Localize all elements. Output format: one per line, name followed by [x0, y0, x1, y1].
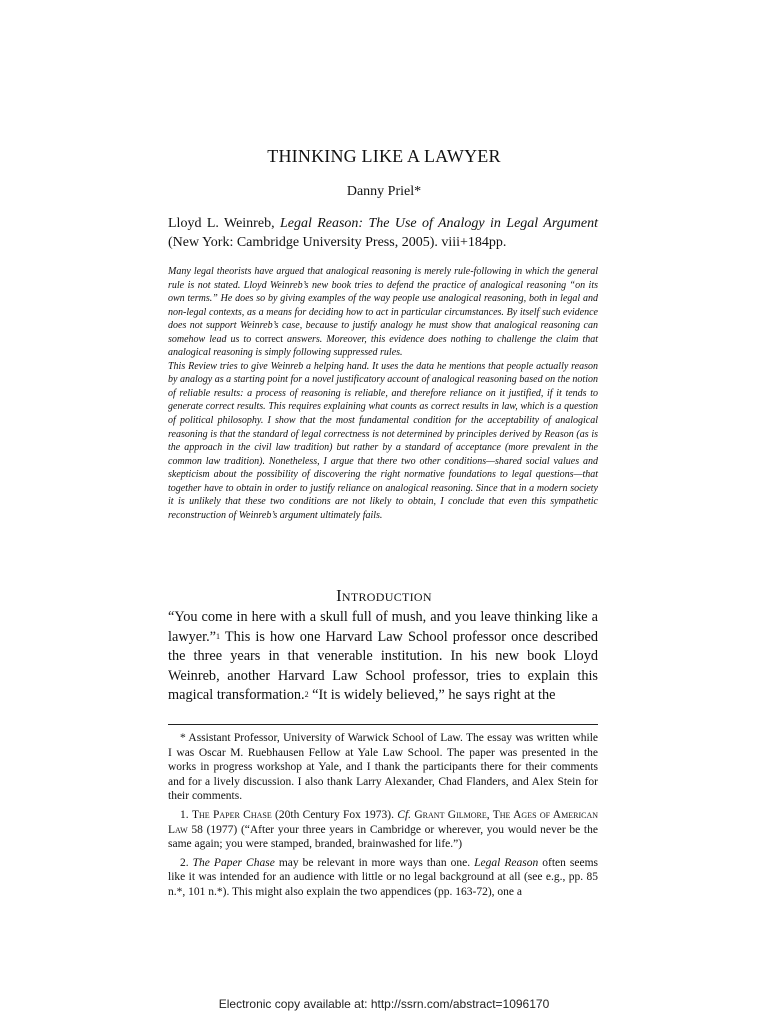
fn1-number: 1.: [180, 808, 192, 821]
intro-paragraph: [168, 608, 598, 706]
fn1-book-ref: Grant Gilmore, The Ages of American Law: [168, 808, 598, 836]
fn1-film-title: The Paper Chase: [191, 808, 272, 821]
intro-text-c: “It is widely believed,” he says right at the: [308, 687, 556, 704]
abstract: [168, 265, 598, 522]
fn2-film-title: The Paper Chase: [192, 856, 275, 869]
footnotes: [168, 731, 598, 904]
fn2-book-title: Legal Reason: [474, 856, 539, 869]
abstract-paragraph-1: [168, 265, 598, 360]
citation-book-title: Legal Reason: The Use of Analogy in Legal Argument: [279, 216, 598, 231]
fn2-text-b: often seems like it was intended for an audience with little or no legal background at all (see e.g., pp. 85 n.*, 101 n.*). This might also explain the two appendices (pp. 163-72), one a: [168, 856, 599, 898]
fn1-text-a: (20th Century Fox 1973).: [271, 808, 398, 821]
fn1-text-b: 58 (1977) (“After your three years in Cambridge or wherever, you would never be the same again; you were stamped, branded, brainwashed for life.”): [168, 823, 598, 851]
book-citation: [168, 214, 598, 252]
abstract-paragraph-2: This Review tries to give Weinreb a helping hand. It uses the data he mentions that people actually reason by analogy as a starting point for a novel justificatory account of analogical reasoning based on the notion of reliable results: a process of reasoning is reliable, and therefore reliance on it justified, if it tends to generate correct results. This requires explaining what counts as correct results in law, which is a question of political philosophy. I show that the most fundamental condition for the acceptability of analogical reasoning is that the standard of legal correctness is not determined by principles derived by Reason (as is the approach in the civil law tradition) but rather by a standard of acceptance (more prevalent in the common law tradition). Nonetheless, I argue that there two other conditions—shared social values and skepticism about the possibility of discovering the right normative foundations to legal questions—that together have to obtain in order to justify reliance on analogical reasoning. Since that in a modern society it is unlikely that these two conditions are not likely to obtain, I conclude that even this sympathetic reconstruction of Weinreb’s argument ultimately fails.: [168, 360, 598, 521]
footnote-1: [168, 808, 598, 852]
footnote-star: * Assistant Professor, University of Warwick School of Law. The essay was written while I was Oscar M. Ruebhausen Fellow at Yale Law School. The paper was presented in the works in progress workshop at Yale, and I thank the participants there for their comments and for a lively discussion. I also thank Larry Alexander, Chad Flanders, and Alex Stein for their comments.: [168, 732, 598, 803]
citation-author: Lloyd L. Weinreb,: [168, 216, 280, 231]
footnote-ref-1[interactable]: 1: [216, 631, 221, 641]
footnote-2: [168, 856, 598, 900]
abstract-p1-text-b: answers. Moreover, this evidence does nothing to challenge the claim that analogical reasoning is simply following suppressed rules.: [168, 333, 598, 359]
citation-publication: (New York: Cambridge University Press, 2005). viii+184pp.: [168, 235, 507, 250]
ssrn-footer-link[interactable]: Electronic copy available at: http://ssrn.com/abstract=1096170: [218, 997, 550, 1011]
footnote-ref-2[interactable]: 2: [304, 690, 309, 700]
fn2-text-a: may be relevant in more ways than one.: [274, 856, 475, 869]
intro-text-b: This is how one Harvard Law School professor once described the three years in that venerable institution. In his new book Lloyd Weinreb, another Harvard Law School professor, tries to explain this magical transformation.: [168, 628, 598, 704]
section-heading: Introduction: [336, 586, 432, 605]
fn2-number: 2.: [180, 856, 193, 869]
footnote-divider: [168, 724, 598, 725]
abstract-p1-text-a: Many legal theorists have argued that analogical reasoning is merely rule-following in which the general rule is not stated. Lloyd Weinreb’s new book tries to defend the practice of analogical reasoning “on its own terms.” He does so by giving examples of the way people use analogical reasoning, both in legal and non-legal contexts, as a means for deciding how to act in particular circumstances. By itself such evidence does not support Weinreb’s case, because to justify analogy he must show that analogical reasoning can somehow lead us to: [168, 266, 598, 345]
abstract-p1-emphasis: correct: [255, 333, 283, 345]
paper-title: THINKING LIKE A LAWYER: [267, 146, 501, 166]
author-name: Danny Priel*: [346, 184, 422, 199]
intro-text-a: “You come in here with a skull full of mush, and you leave thinking like a lawyer.”: [168, 609, 598, 645]
fn1-cf: Cf.: [397, 808, 412, 821]
